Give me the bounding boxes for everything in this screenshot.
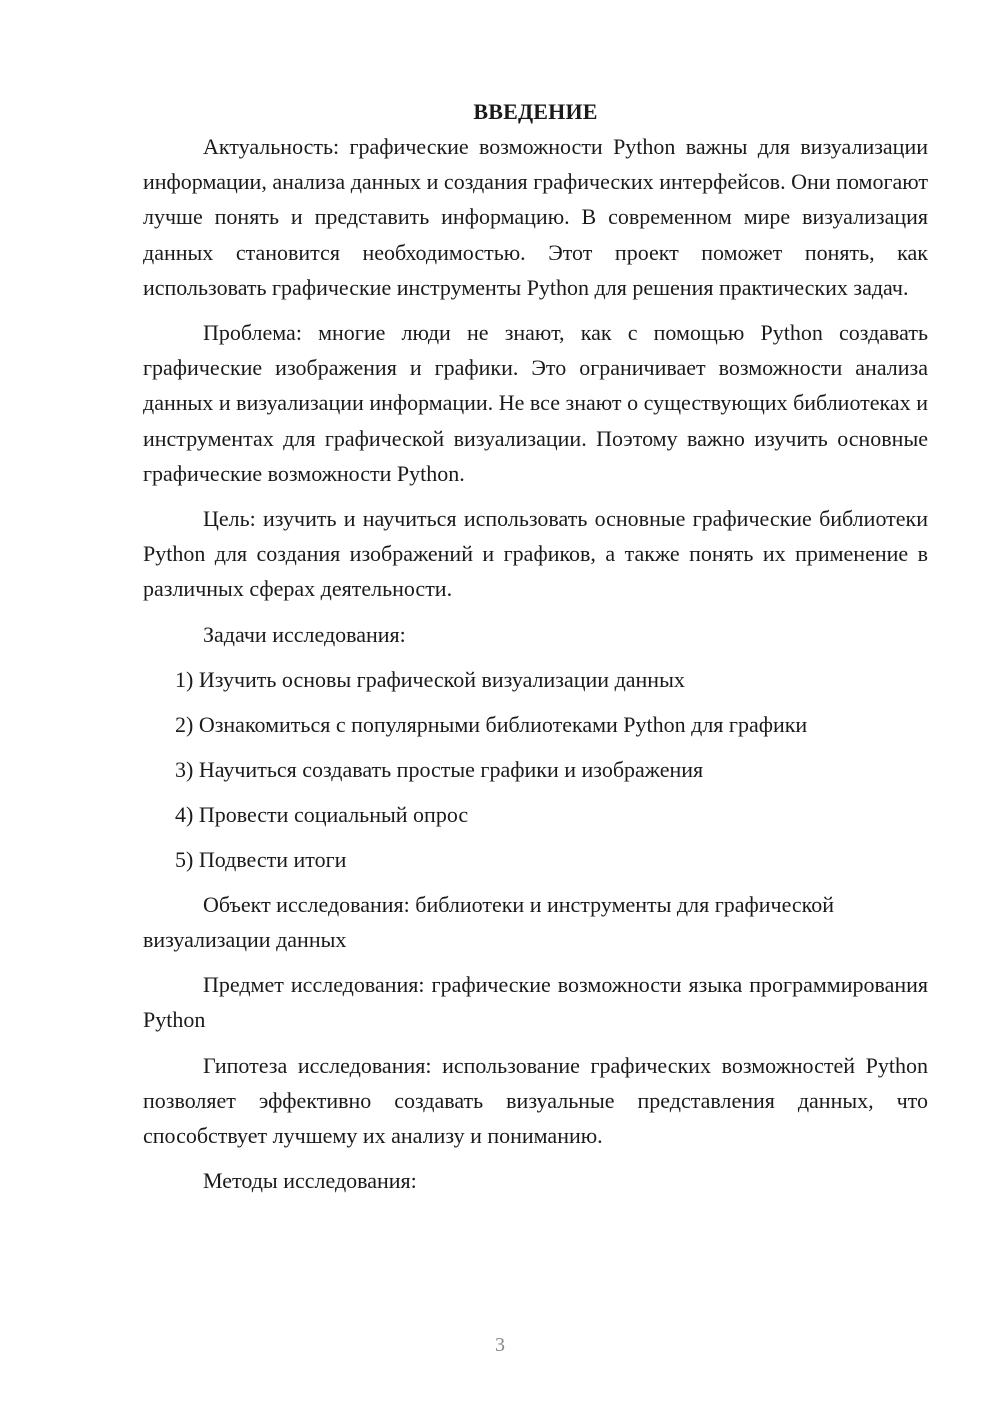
object-paragraph: Объект исследования: библиотеки и инструменты для графической визуализации данных bbox=[143, 891, 835, 953]
subject-paragraph: Предмет исследования: графические возможности языка программирования Python bbox=[143, 972, 928, 1033]
document-page bbox=[143, 94, 928, 1208]
methods-heading: Методы исследования: bbox=[203, 1168, 417, 1194]
list-item: 3) Научиться создавать простые графики и изображения bbox=[175, 756, 704, 782]
section-title: ВВЕДЕНИЕ bbox=[473, 99, 598, 124]
problem-paragraph: Проблема: многие люди не знают, как с помощью Python создавать графические изображения и графики. Это ограничивает возможности анализа данных и визуализации информации. Не все знают о существующих библиотеках и инструментах для графической визуализации. Поэтому важно изучить основные графические возможности Python. bbox=[143, 320, 928, 486]
list-item: 1) Изучить основы графической визуализации данных bbox=[175, 666, 685, 692]
relevance-paragraph: Актуальность: графические возможности Python важны для визуализации информации, анализа данных и создания графических интерфейсов. Они помогают лучше понять и представить информацию. В современном мире визуализация данных становится необходимостью. Этот проект поможет понять, как использовать графические инструменты Python для решения практических задач. bbox=[143, 134, 928, 300]
hypothesis-paragraph: Гипотеза исследования: использование графических возможностей Python позволяет эффективно создавать визуальные представления данных, что способствует лучшему их анализу и пониманию. bbox=[143, 1052, 928, 1149]
list-item: 2) Ознакомиться с популярными библиотеками Python для графики bbox=[175, 711, 808, 737]
tasks-heading: Задачи исследования: bbox=[203, 621, 406, 647]
page-number: 3 bbox=[495, 1334, 505, 1356]
list-item: 5) Подвести итоги bbox=[175, 846, 347, 872]
goal-paragraph: Цель: изучить и научиться использовать основные графические библиотеки Python для создания изображений и графиков, а также понять их применение в различных сферах деятельности. bbox=[143, 506, 928, 602]
task-list bbox=[143, 662, 928, 877]
list-item: 4) Провести социальный опрос bbox=[175, 801, 469, 827]
